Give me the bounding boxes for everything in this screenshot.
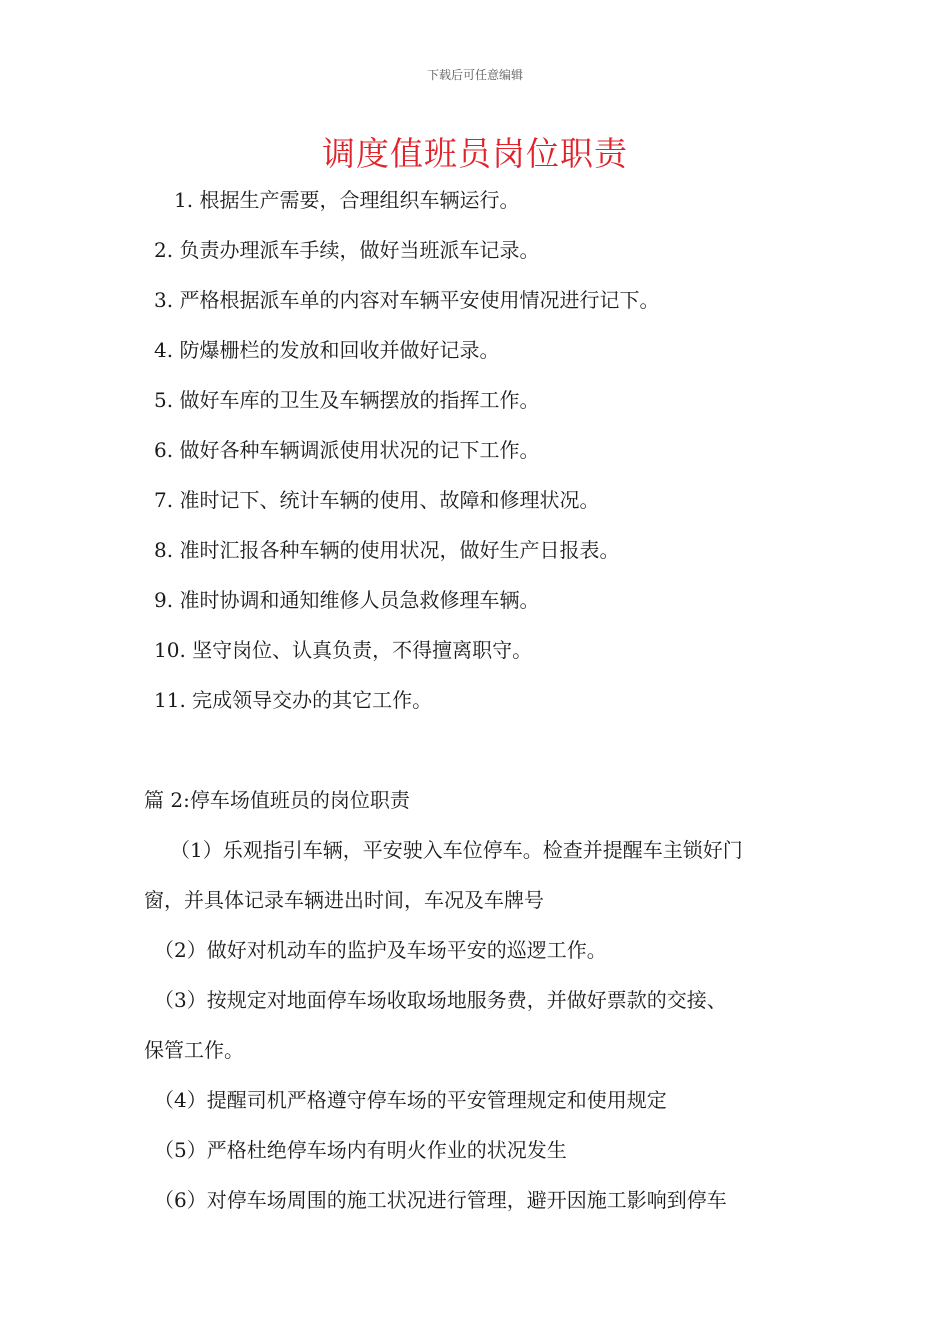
duty-item-4: 4. 防爆栅栏的发放和回收并做好记录。 [154, 338, 500, 362]
duty-item-11: 11. 完成领导交办的其它工作。 [154, 688, 433, 712]
section2-line-5: 保管工作。 [144, 1038, 244, 1062]
duty-item-8: 8. 准时汇报各种车辆的使用状况，做好生产日报表。 [154, 538, 620, 562]
section2-line-7: （5）严格杜绝停车场内有明火作业的状况发生 [154, 1138, 567, 1162]
section2-heading: 篇 2:停车场值班员的岗位职责 [144, 788, 410, 812]
duty-item-5: 5. 做好车库的卫生及车辆摆放的指挥工作。 [154, 388, 540, 412]
duty-item-3: 3. 严格根据派车单的内容对车辆平安使用情况进行记下。 [154, 288, 660, 312]
header-note: 下载后可任意编辑 [426, 68, 523, 82]
section2-line-8: （6）对停车场周围的施工状况进行管理，避开因施工影响到停车 [154, 1188, 727, 1212]
duty-item-1: 1. 根据生产需要，合理组织车辆运行。 [174, 188, 520, 212]
duty-item-2: 2. 负责办理派车手续，做好当班派车记录。 [154, 238, 540, 262]
section2-line-1: （1）乐观指引车辆，平安驶入车位停车。检查并提醒车主锁好门 [170, 838, 743, 862]
section2-line-6: （4）提醒司机严格遵守停车场的平安管理规定和使用规定 [154, 1088, 667, 1112]
document-title: 调度值班员岗位职责 [322, 134, 628, 173]
duty-item-10: 10. 坚守岗位、认真负责，不得擅离职守。 [154, 638, 533, 662]
duty-item-9: 9. 准时协调和通知维修人员急救修理车辆。 [154, 588, 540, 612]
duty-item-6: 6. 做好各种车辆调派使用状况的记下工作。 [154, 438, 540, 462]
section2-line-4: （3）按规定对地面停车场收取场地服务费，并做好票款的交接、 [154, 988, 727, 1012]
section2-line-3: （2）做好对机动车的监护及车场平安的巡逻工作。 [154, 938, 607, 962]
section2-line-2: 窗，并具体记录车辆进出时间，车况及车牌号 [144, 888, 544, 912]
duty-item-7: 7. 准时记下、统计车辆的使用、故障和修理状况。 [154, 488, 600, 512]
